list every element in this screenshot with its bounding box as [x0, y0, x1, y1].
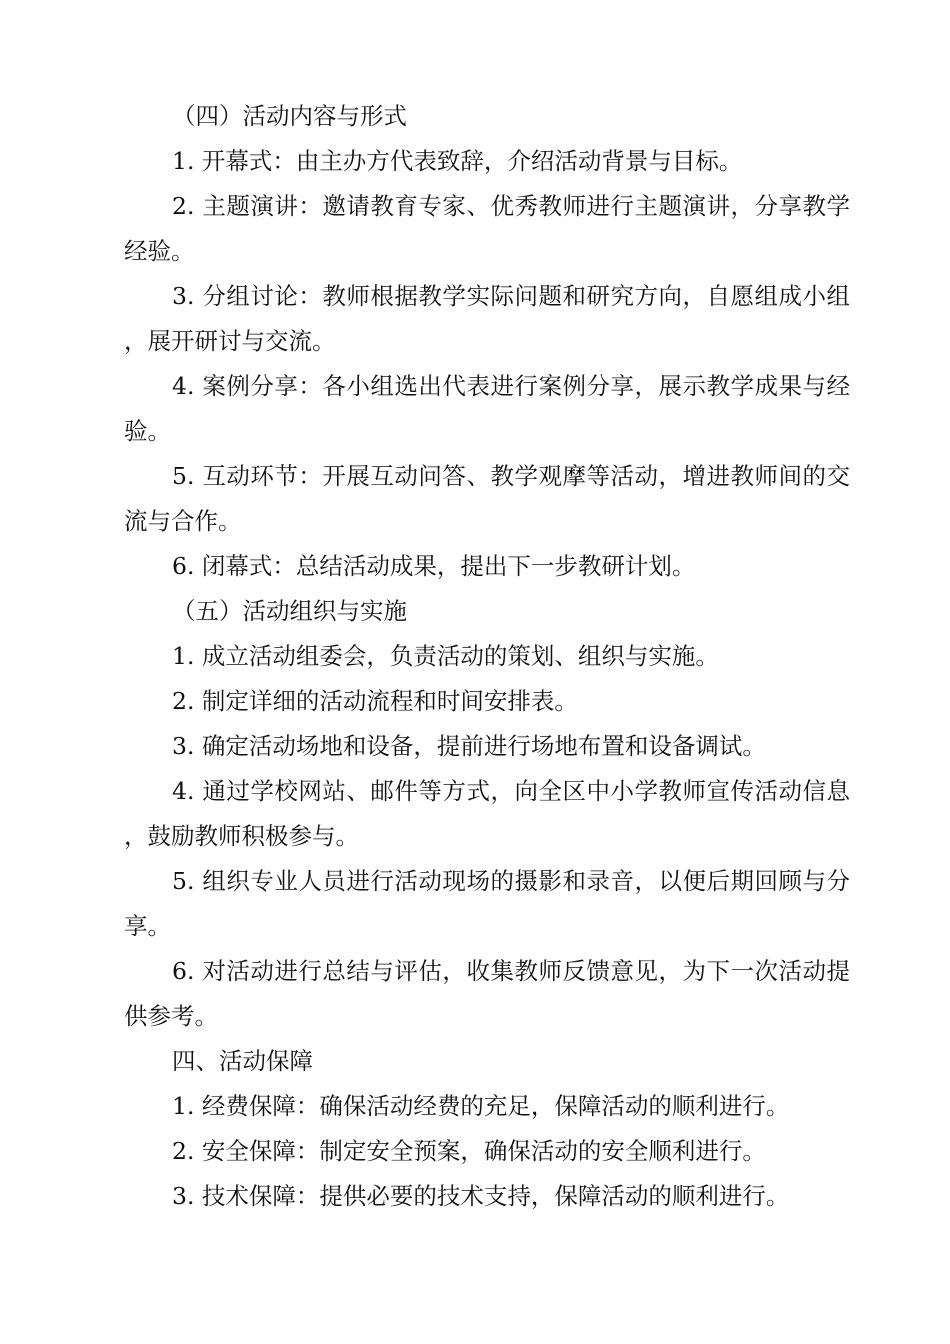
- paragraph-group-discussion: 3. 分组讨论：教师根据教学实际问题和研究方向，自愿组成小组，展开研讨与交流。: [124, 282, 850, 355]
- section-heading-organization: （五）活动组织与实施: [172, 597, 407, 625]
- paragraph-schedule: 2. 制定详细的活动流程和时间安排表。: [172, 687, 578, 715]
- paragraph-keynote-speech: 2. 主题演讲：邀请教育专家、优秀教师进行主题演讲，分享教学经验。: [124, 192, 850, 265]
- paragraph-recording: 5. 组织专业人员进行活动现场的摄影和录音，以便后期回顾与分享。: [124, 867, 850, 940]
- paragraph-technical: 3. 技术保障：提供必要的技术支持，保障活动的顺利进行。: [172, 1182, 790, 1210]
- paragraph-safety: 2. 安全保障：制定安全预案，确保活动的安全顺利进行。: [172, 1137, 766, 1165]
- paragraph-venue: 3. 确定活动场地和设备，提前进行场地布置和设备调试。: [172, 732, 766, 760]
- document-page: [124, 94, 850, 1219]
- section-heading-guarantee: 四、活动保障: [172, 1047, 313, 1075]
- paragraph-evaluation: 6. 对活动进行总结与评估，收集教师反馈意见，为下一次活动提供参考。: [124, 957, 850, 1030]
- paragraph-interaction: 5. 互动环节：开展互动问答、教学观摩等活动，增进教师间的交流与合作。: [124, 462, 850, 535]
- paragraph-funding: 1. 经费保障：确保活动经费的充足，保障活动的顺利进行。: [172, 1092, 790, 1120]
- section-heading-activity-content: （四）活动内容与形式: [172, 102, 407, 130]
- paragraph-closing-ceremony: 6. 闭幕式：总结活动成果，提出下一步教研计划。: [172, 552, 696, 580]
- paragraph-committee: 1. 成立活动组委会，负责活动的策划、组织与实施。: [172, 642, 719, 670]
- paragraph-publicity: 4. 通过学校网站、邮件等方式，向全区中小学教师宣传活动信息，鼓励教师积极参与。: [124, 777, 850, 850]
- paragraph-opening-ceremony: 1. 开幕式：由主办方代表致辞，介绍活动背景与目标。: [172, 147, 743, 175]
- paragraph-case-sharing: 4. 案例分享：各小组选出代表进行案例分享，展示教学成果与经验。: [124, 372, 850, 445]
